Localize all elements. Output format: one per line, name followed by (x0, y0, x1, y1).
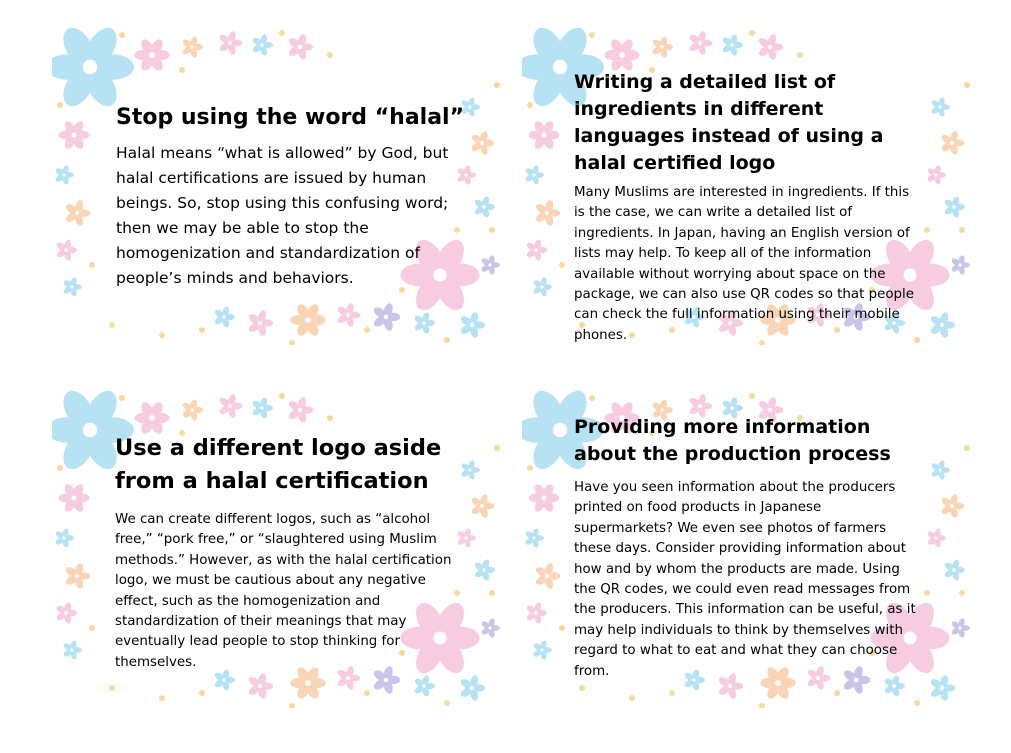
flower-icon (287, 396, 313, 424)
flower-icon (460, 460, 480, 481)
decorative-dot (559, 262, 565, 268)
flower-icon (525, 239, 547, 262)
flower-icon (524, 528, 544, 549)
flower-icon (55, 602, 77, 625)
decorative-dot (964, 445, 970, 451)
card-content (574, 414, 922, 682)
decorative-dot (749, 30, 755, 36)
flower-icon (532, 277, 552, 298)
flower-icon (456, 528, 476, 549)
decorative-dot (797, 52, 803, 58)
flower-icon (721, 34, 743, 57)
decorative-dot (959, 590, 965, 596)
decorative-dot (109, 322, 115, 328)
decorative-dot (159, 332, 165, 338)
flower-icon (940, 493, 964, 518)
flower-icon (930, 460, 950, 481)
flower-icon (459, 674, 485, 702)
decorative-dot (964, 82, 970, 88)
card-body: Many Muslims are interested in ingredients. If this is the case, we can write a detailed list of ingredients. In Japan, having an English version of lists may help. To keep all of the information available without worrying about space on the package, we can also use QR codes so that people can check the full information using their mobile phones. (574, 185, 915, 343)
flower-icon (480, 255, 500, 276)
flower-icon (413, 675, 435, 698)
decorative-dot (759, 703, 765, 708)
flower-icon (473, 196, 495, 219)
decorative-dot (364, 690, 370, 696)
flower-icon (218, 30, 242, 55)
card-production-process (522, 388, 972, 708)
decorative-dot (559, 625, 565, 631)
flower-icon (926, 165, 946, 186)
flower-icon (336, 302, 360, 327)
decorative-dot (279, 393, 285, 399)
decorative-dot (489, 227, 495, 233)
flower-icon (529, 119, 560, 150)
flower-icon (372, 302, 400, 332)
flower-icon (473, 559, 495, 582)
decorative-dot (119, 395, 125, 401)
card-body: Halal means “what is allowed” by God, but halal certifications are issued by human beings. So, stop using this confusing word; then we may be able to stop the homogenization and standardization of people’s minds and behaviors. (116, 144, 449, 287)
flower-icon (534, 199, 560, 227)
flower-icon (290, 302, 325, 338)
card-title: Use a different logo aside from a halal certification (115, 435, 442, 494)
flower-icon (181, 399, 203, 422)
decorative-dot (327, 415, 333, 421)
card-title: Writing a detailed list of ingredients in different languages instead of using a halal certified logo (574, 71, 884, 174)
decorative-dot (89, 625, 95, 631)
flower-icon (251, 34, 273, 57)
flower-icon (55, 239, 77, 262)
decorative-dot (589, 395, 595, 401)
decorative-dot (444, 337, 450, 343)
decorative-dot (289, 340, 295, 345)
flower-icon (532, 640, 552, 661)
flower-icon (529, 482, 560, 513)
flower-icon (943, 196, 965, 219)
decorative-dot (444, 700, 450, 706)
flower-icon (134, 37, 169, 73)
flower-icon (413, 312, 435, 335)
flower-icon (247, 309, 273, 337)
decorative-dot (279, 30, 285, 36)
flower-icon (940, 130, 964, 155)
decorative-dot (494, 82, 500, 88)
flower-icon (534, 562, 560, 590)
flower-icon (64, 199, 90, 227)
decorative-dot (364, 327, 370, 333)
flower-icon (525, 602, 547, 625)
card-content (574, 69, 922, 345)
decorative-dot (199, 327, 205, 333)
flower-icon (480, 618, 500, 639)
flower-icon (688, 30, 712, 55)
flower-icon (943, 559, 965, 582)
decorative-dot (579, 685, 585, 691)
card-title: Stop using the word “halal” (116, 105, 465, 130)
decorative-dot (57, 465, 63, 471)
card-title: Providing more information about the production process (574, 416, 891, 465)
decorative-dot (289, 703, 295, 708)
card-content (115, 432, 455, 673)
decorative-dot (199, 690, 205, 696)
flower-icon (604, 37, 639, 73)
decorative-dot (669, 690, 675, 696)
flower-icon (470, 130, 494, 155)
decorative-dot (159, 695, 165, 701)
flower-icon (470, 493, 494, 518)
decorative-dot (914, 700, 920, 706)
flower-icon (757, 33, 783, 61)
flower-icon (926, 528, 946, 549)
flower-icon (930, 97, 950, 118)
decorative-dot (57, 102, 63, 108)
flower-icon (929, 311, 955, 339)
flower-icon (287, 33, 313, 61)
card-different-logo (52, 388, 502, 708)
decorative-dot (527, 102, 533, 108)
decorative-dot (179, 67, 185, 73)
decorative-dot (489, 590, 495, 596)
flower-icon (524, 165, 544, 186)
decorative-dot (629, 695, 635, 701)
decorative-dot (924, 227, 930, 233)
card-stop-using-halal-word (52, 25, 502, 345)
flower-icon (181, 36, 203, 59)
card-body: We can create different logos, such as “alcohol free,” “pork free,” or “slaughtered using Muslim methods.” However, as with the halal certification logo, we must be cautious about any negative effect, such as the homogenization and standardization of their meanings that may eventually lead people to stop thinking for themselves. (115, 512, 452, 670)
flower-icon (950, 255, 970, 276)
flower-icon (54, 528, 74, 549)
flower-icon (218, 393, 242, 418)
flower-icon (251, 397, 273, 420)
decorative-dot (527, 465, 533, 471)
decorative-dot (327, 52, 333, 58)
decorative-dot (589, 32, 595, 38)
decorative-dot (119, 32, 125, 38)
flower-icon (64, 562, 90, 590)
decorative-dot (109, 685, 115, 691)
flower-icon (54, 165, 74, 186)
card-ingredient-list (522, 25, 972, 345)
decorative-dot (749, 393, 755, 399)
flower-icon (459, 311, 485, 339)
decorative-dot (834, 690, 840, 696)
decorative-dot (959, 227, 965, 233)
flower-icon (651, 36, 673, 59)
flower-icon (59, 482, 90, 513)
flower-icon (950, 618, 970, 639)
card-content (116, 103, 466, 291)
flower-icon (247, 672, 273, 700)
flower-icon (62, 640, 82, 661)
flower-icon (134, 400, 169, 436)
flower-icon (59, 119, 90, 150)
decorative-dot (494, 445, 500, 451)
flower-icon (213, 306, 235, 329)
decorative-dot (924, 590, 930, 596)
card-body: Have you seen information about the producers printed on food products in Japanese supermarkets? We even see photos of farmers these days. Consider providing information about how and by whom the products are made. Using the QR codes, we could even read messages from the producers. This information can be useful, as it may help individuals to think by themselves with regard to what to eat and what they can choose from. (574, 480, 916, 679)
flower-icon (929, 674, 955, 702)
decorative-dot (89, 262, 95, 268)
flower-icon (62, 277, 82, 298)
